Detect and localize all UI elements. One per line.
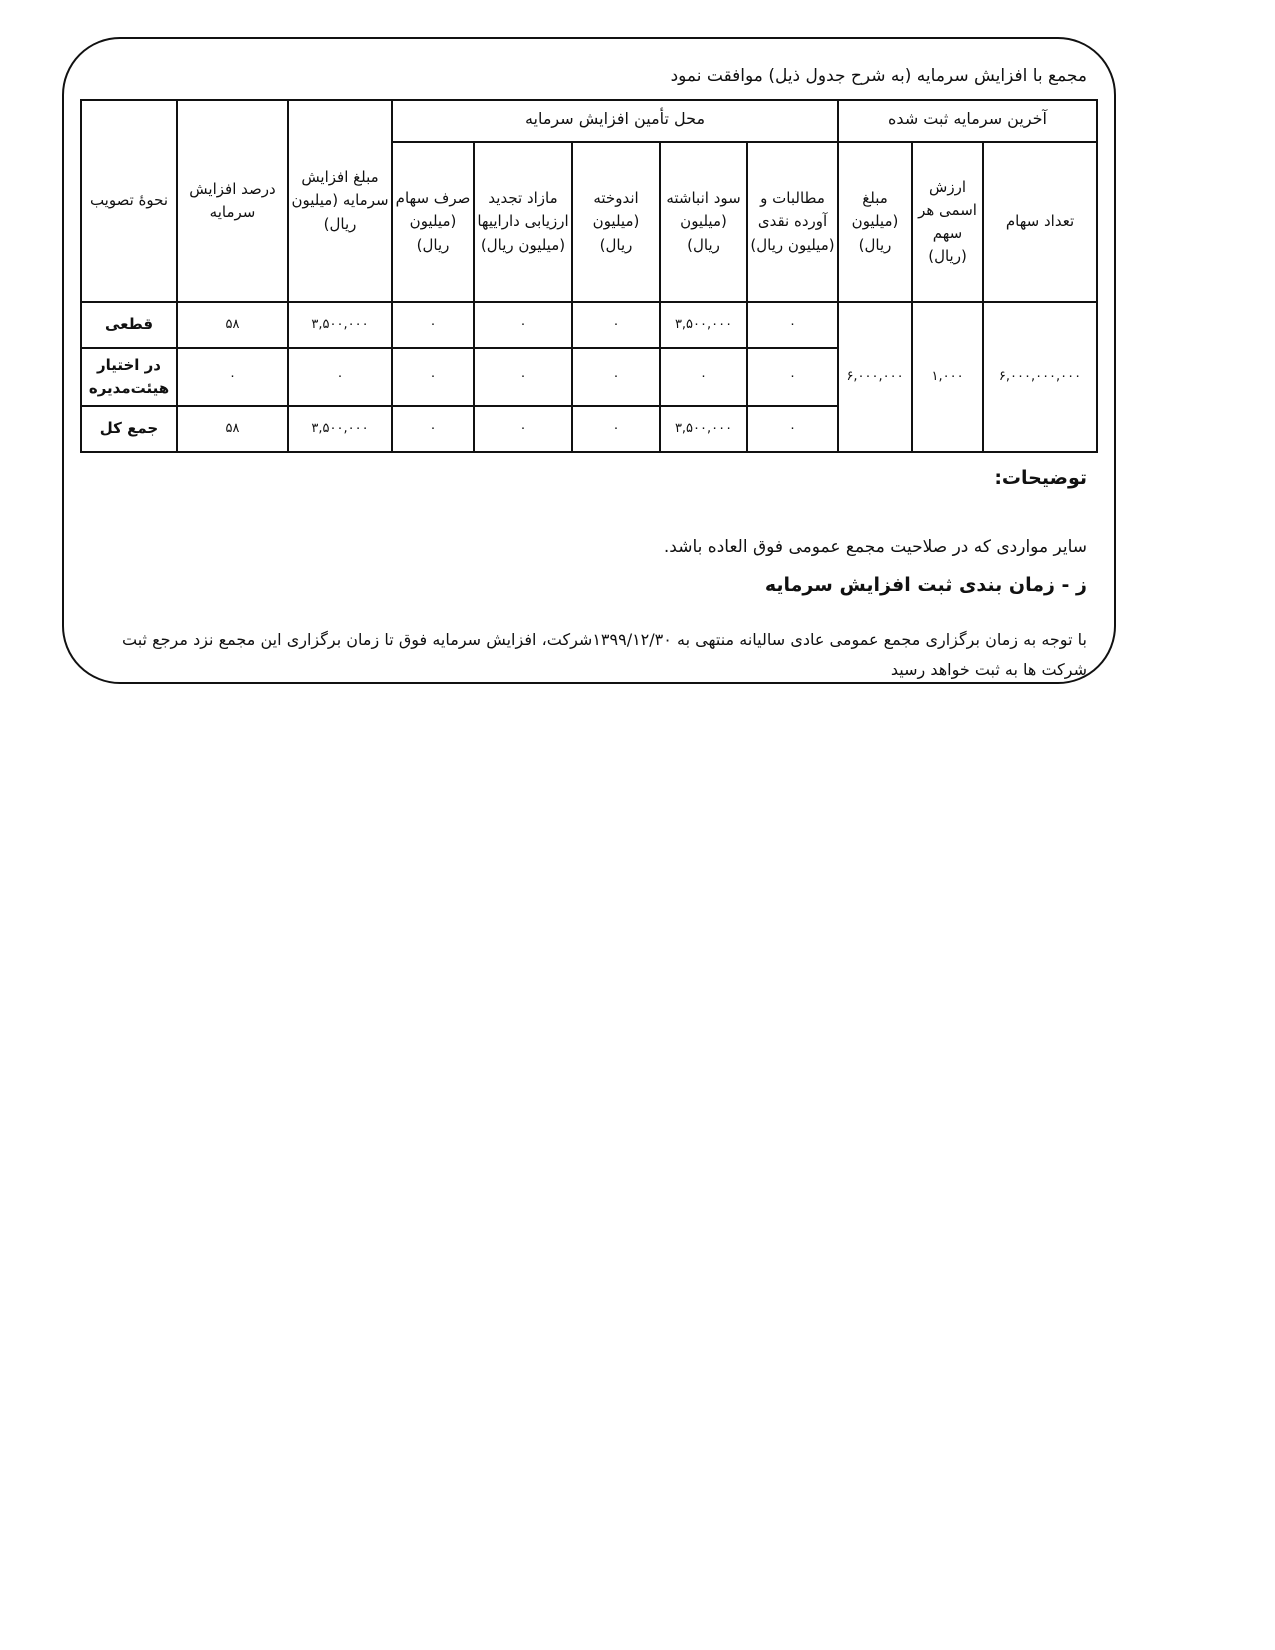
approval-method-cell: قطعی <box>81 302 177 348</box>
reserve-cell: ۰ <box>572 406 660 452</box>
revaluation-cell: ۰ <box>474 406 572 452</box>
revaluation-cell: ۰ <box>474 302 572 348</box>
reserve-cell: ۰ <box>572 302 660 348</box>
share-premium-cell: ۰ <box>392 348 474 406</box>
registered-shares-count: ۶,۰۰۰,۰۰۰,۰۰۰ <box>983 302 1097 452</box>
notes-title: توضیحات: <box>994 467 1087 489</box>
receivables-cell: ۰ <box>747 348 838 406</box>
increase-percent-header: درصد افزایش سرمایه <box>177 100 288 302</box>
reserve-header: اندوخته (میلیون ریال) <box>572 142 660 302</box>
table-row <box>81 302 1097 348</box>
retained-earnings-cell: ۳,۵۰۰,۰۰۰ <box>660 406 747 452</box>
increase-amount-cell: ۰ <box>288 348 392 406</box>
receivables-header: مطالبات و آورده نقدی (میلیون ریال) <box>747 142 838 302</box>
section-title: ز - زمان بندی ثبت افزایش سرمایه <box>764 574 1087 596</box>
registered-amount: ۶,۰۰۰,۰۰۰ <box>838 302 912 452</box>
notes-line: سایر مواردی که در صلاحیت مجمع عمومی فوق العاده باشد. <box>663 537 1087 557</box>
registered-amount-header: مبلغ (میلیون ریال) <box>838 142 912 302</box>
shares-count-header: تعداد سهام <box>983 142 1097 302</box>
capital-increase-table <box>80 99 1098 453</box>
revaluation-header: مازاد تجدید ارزیابی داراییها (میلیون ریال) <box>474 142 572 302</box>
retained-earnings-cell: ۰ <box>660 348 747 406</box>
registered-capital-header: آخرین سرمایه ثبت شده <box>838 100 1097 142</box>
share-premium-cell: ۰ <box>392 406 474 452</box>
share-premium-cell: ۰ <box>392 302 474 348</box>
receivables-cell: ۰ <box>747 302 838 348</box>
increase-amount-cell: ۳,۵۰۰,۰۰۰ <box>288 406 392 452</box>
increase-percent-cell: ۵۸ <box>177 302 288 348</box>
approval-method-cell: در اختیار هیئت‌مدیره <box>81 348 177 406</box>
increase-amount-header: مبلغ افزایش سرمایه (میلیون ریال) <box>288 100 392 302</box>
increase-amount-cell: ۳,۵۰۰,۰۰۰ <box>288 302 392 348</box>
reserve-cell: ۰ <box>572 348 660 406</box>
increase-percent-cell: ۵۸ <box>177 406 288 452</box>
increase-percent-cell: ۰ <box>177 348 288 406</box>
receivables-cell: ۰ <box>747 406 838 452</box>
retained-earnings-cell: ۳,۵۰۰,۰۰۰ <box>660 302 747 348</box>
retained-earnings-header: سود انباشته (میلیون ریال) <box>660 142 747 302</box>
par-value-header: ارزش اسمی هر سهم (ریال) <box>912 142 983 302</box>
registered-par-value: ۱,۰۰۰ <box>912 302 983 452</box>
share-premium-header: صرف سهام (میلیون ریال) <box>392 142 474 302</box>
approval-method-cell: جمع کل <box>81 406 177 452</box>
intro-text: مجمع با افزایش سرمایه (به شرح جدول ذیل) موافقت نمود <box>670 66 1087 86</box>
funding-source-header: محل تأمین افزایش سرمایه <box>392 100 838 142</box>
approval-method-header: نحوهٔ تصویب <box>81 100 177 302</box>
revaluation-cell: ۰ <box>474 348 572 406</box>
section-paragraph: با توجه به زمان برگزاری مجمع عمومی عادی سالیانه منتهی به ۱۳۹۹/۱۲/۳۰شرکت، افزایش سرمایه فوق تا زمان برگزاری این مجمع نزد مرجع ثبت شرکت ها به ثبت خواهد رسید <box>122 630 1087 679</box>
